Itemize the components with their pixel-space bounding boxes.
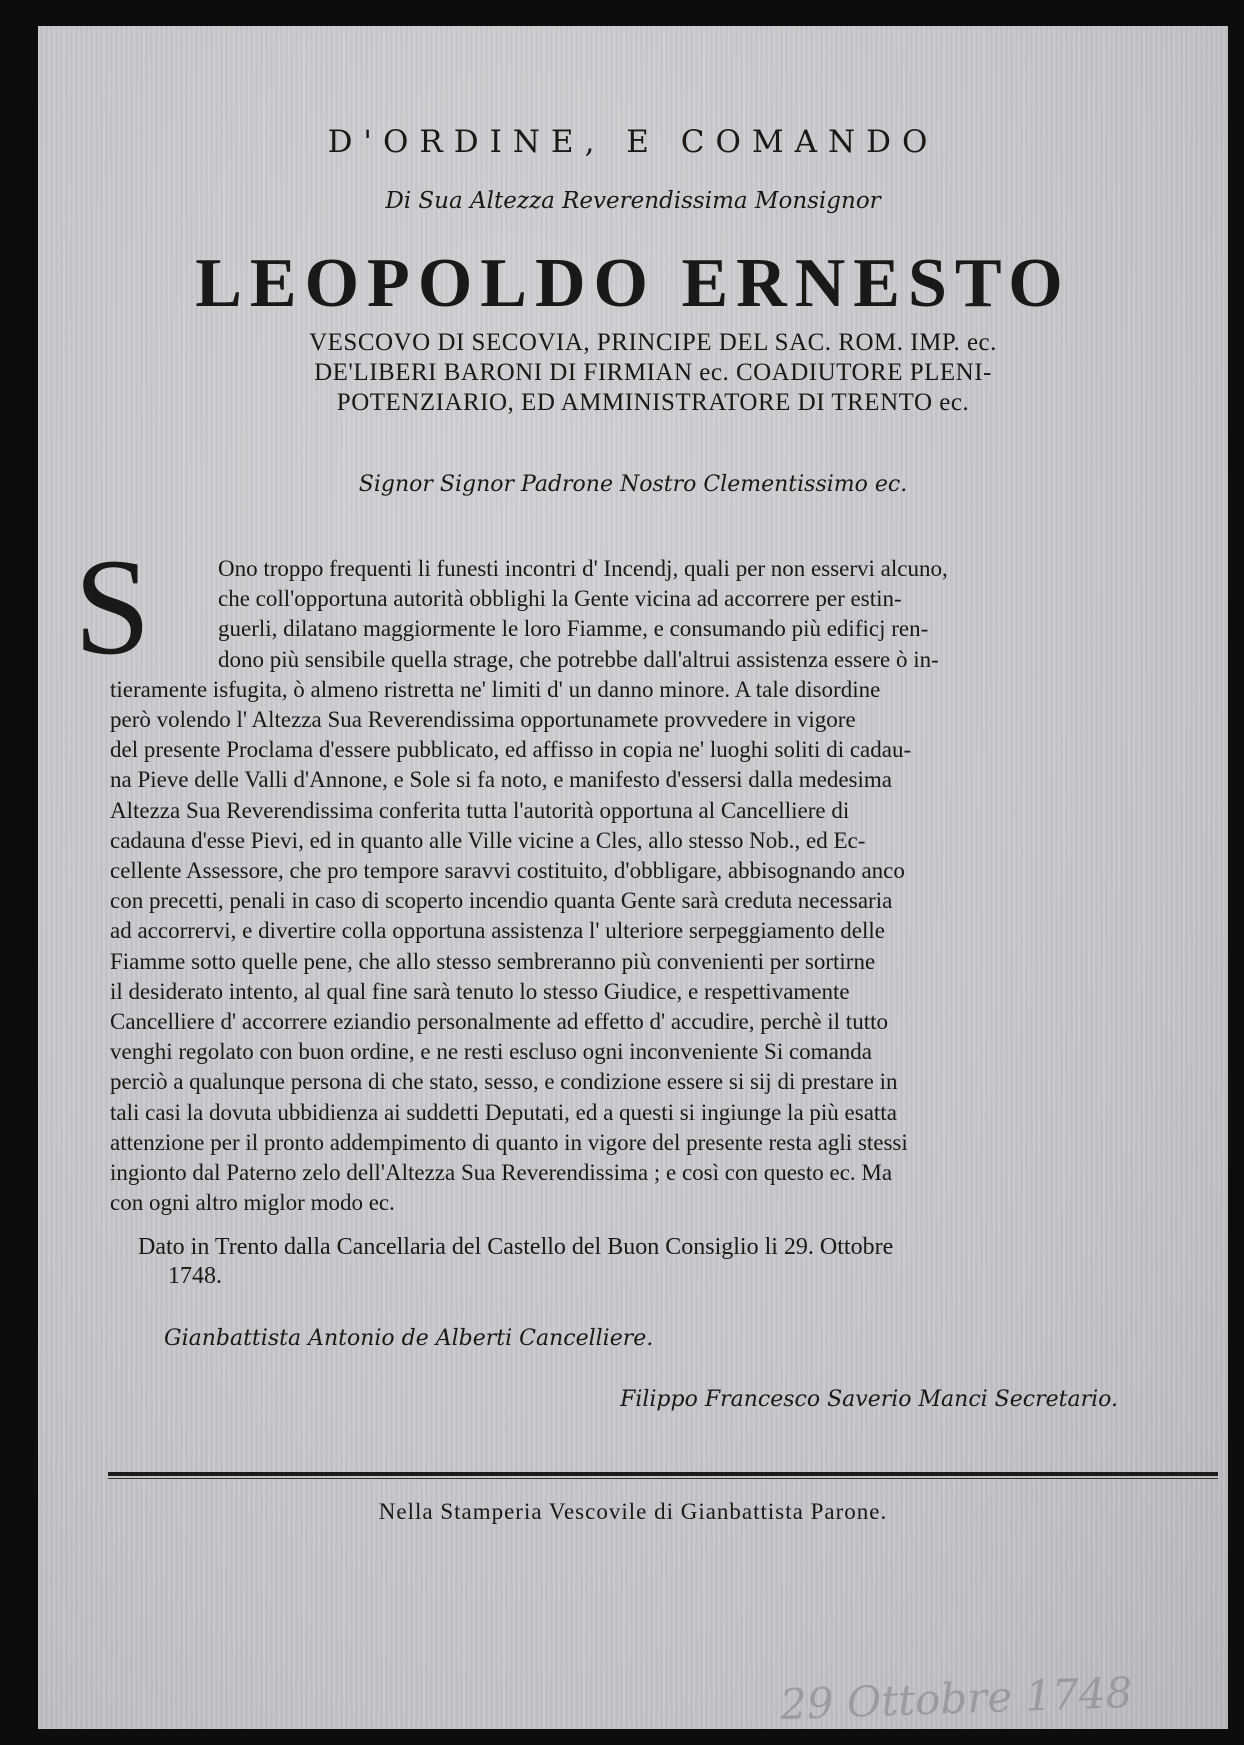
signature-secretary: Filippo Francesco Saverio Manci Secretario.	[620, 1387, 1118, 1412]
salutation: Signor Signor Padrone Nostro Clementissimo ec.	[358, 472, 908, 497]
body-line: venghi regolato con buon ordine, e ne resti escluso ogni inconveniente Si comanda	[110, 1039, 872, 1065]
title-line: DE'LIBERI BARONI DI FIRMIAN ec. COADIUTORE PLENI-	[314, 359, 992, 386]
drop-cap: S	[74, 530, 151, 683]
body-line: na Pieve delle Valli d'Annone, e Sole si fa noto, e manifesto d'essersi dalla medesima	[110, 767, 892, 793]
body-line: tieramente isfugita, ò almeno ristretta ne' limiti d' un danno minore. A tale disordine	[110, 676, 881, 702]
body-line: però volendo l' Altezza Sua Reverendissima opportunamete provvedere in vigore	[110, 707, 856, 733]
body-line: con precetti, penali in caso di scoperto incendio quanta Gente sarà creduta necessaria	[110, 888, 893, 914]
body-line: che coll'opportuna autorità obblighi la Gente vicina ad accorrere per estin-	[218, 586, 902, 612]
body-line: con ogni altro miglor modo ec.	[110, 1190, 395, 1216]
body-line: il desiderato intento, al qual fine sarà tenuto lo stesso Giudice, e respettivamente	[110, 978, 850, 1004]
issuer-name: LEOPOLDO ERNESTO	[195, 245, 1071, 322]
body-line: del presente Proclama d'essere pubblicato, ed affisso in copia ne' luoghi soliti di cadau-	[110, 737, 912, 763]
issuer-titles	[118, 328, 1188, 418]
body-line: Cancelliere d' accorrere eziandio personalmente ad effetto d' accudire, perchè il tutto	[110, 1009, 888, 1035]
body-line: Ono troppo frequenti li funesti incontri d' Incendj, quali per non esservi alcuno,	[218, 556, 948, 581]
printer-imprint: Nella Stamperia Vescovile di Gianbattista Parone.	[378, 1499, 888, 1524]
body-line: ad accorrervi, e divertire colla opportuna assistenza l' ulteriore serpeggiamento delle	[110, 918, 885, 944]
body-line: cadauna d'esse Pievi, ed in quanto alle Ville vicine a Cles, allo stesso Nob., ed Ec-	[110, 827, 866, 853]
proclamation-body	[110, 554, 1188, 1218]
body-line: Altezza Sua Reverendissima conferita tutta l'autorità opportuna al Cancelliere di	[110, 797, 850, 823]
body-line: cellente Assessore, che pro tempore saravvi costituito, d'obbligare, abbisognando anco	[110, 858, 905, 884]
body-line: Fiamme sotto quelle pene, che allo stesso sembreranno più convenienti per sortirne	[110, 948, 876, 974]
divider-rule	[108, 1472, 1218, 1476]
heading: D'ORDINE, E COMANDO	[327, 124, 939, 160]
signature-chancellor: Gianbattista Antonio de Alberti Cancelliere.	[164, 1326, 654, 1351]
title-line: VESCOVO DI SECOVIA, PRINCIPE DEL SAC. ROM. IMP. ec.	[309, 329, 997, 356]
handwritten-date-note: 29 Ottobre 1748	[778, 1667, 1133, 1730]
body-line: attenzione per il pronto addempimento di quanto in vigore del presente resta agli stessi	[110, 1129, 908, 1155]
body-line: ingionto dal Paterno zelo dell'Altezza Sua Reverendissima ; e così con questo ec. Ma	[110, 1160, 893, 1186]
subheading: Di Sua Altezza Reverendissima Monsignor	[385, 188, 881, 214]
body-line: tali casi la dovuta ubbidienza ai suddetti Deputati, ed a questi si ingiunge la più esatta	[110, 1099, 897, 1125]
dated-at	[138, 1233, 1188, 1291]
proclamation-sheet	[38, 26, 1228, 1729]
dated-year: 1748.	[168, 1263, 222, 1289]
body-line: dono più sensibile quella strage, che potrebbe dall'altrui assistenza essere ò in-	[218, 646, 939, 672]
title-line: POTENZIARIO, ED AMMINISTRATORE DI TRENTO ec.	[336, 389, 970, 416]
body-line: guerli, dilatano maggiormente le loro Fiamme, e consumando più edificj ren-	[218, 616, 929, 642]
body-line: perciò a qualunque persona di che stato, sesso, e condizione essere si sij di prestare in	[110, 1069, 898, 1095]
dated-line: Dato in Trento dalla Cancellaria del Castello del Buon Consiglio li 29. Ottobre	[138, 1234, 894, 1260]
